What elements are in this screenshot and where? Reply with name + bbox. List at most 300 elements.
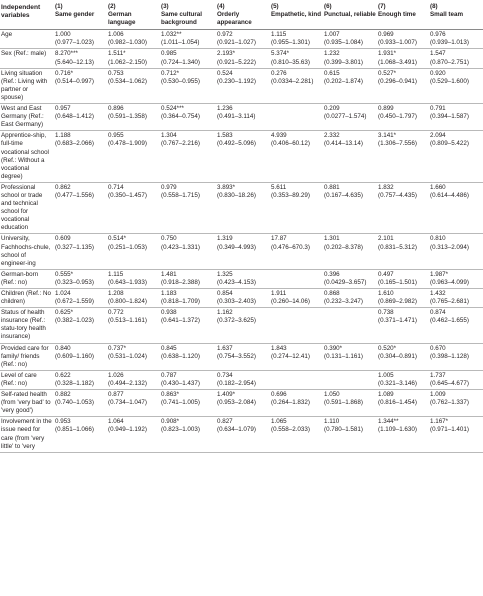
odds-ratio-value: 1.610	[378, 290, 394, 297]
table-cell	[270, 289, 323, 308]
confidence-interval: (0.818–1.709)	[161, 298, 200, 306]
table-cell	[107, 269, 160, 288]
odds-ratio-value: 5.374*	[271, 50, 290, 58]
table-row	[0, 390, 483, 417]
confidence-interval: (0.321–3.146)	[378, 379, 417, 387]
confidence-interval: (0.638–1.120)	[161, 352, 200, 360]
odds-ratio-value: 0.920	[430, 69, 446, 77]
confidence-interval: (0.921–5.222)	[217, 58, 256, 66]
confidence-interval: (0.971–1.401)	[430, 426, 469, 434]
table-cell	[54, 308, 107, 343]
confidence-interval: (0.494–2.132)	[108, 379, 147, 387]
confidence-interval: (0.478–1.909)	[108, 140, 147, 148]
column-number: (2)	[108, 3, 116, 10]
table-cell	[216, 308, 270, 343]
column-label: Empathetic, kind	[271, 11, 322, 19]
confidence-interval: (0.364–0.754)	[161, 113, 200, 121]
column-header	[54, 2, 107, 30]
confidence-interval: (0.851–1.066)	[55, 426, 94, 434]
odds-ratio-value: 0.827	[217, 418, 233, 426]
odds-ratio-value: 0.396	[324, 270, 340, 278]
confidence-interval: (0.529–1.600)	[430, 77, 469, 85]
confidence-interval: (0.303–2.403)	[217, 298, 256, 306]
table-cell	[216, 68, 270, 103]
confidence-interval: (0.0277–1.574)	[324, 113, 367, 121]
row-variable-label: German-born (Ref.: no)	[0, 269, 54, 288]
confidence-interval: (0.492–5.096)	[217, 140, 256, 148]
odds-ratio-value: 1.325	[217, 270, 233, 278]
confidence-interval: (0.810–35.63)	[271, 58, 310, 66]
odds-ratio-value: 1.547	[430, 50, 446, 58]
confidence-interval: (0.350–1.457)	[108, 191, 147, 199]
confidence-interval: (0.641–1.372)	[161, 317, 200, 325]
table-cell	[54, 289, 107, 308]
odds-ratio-value: 0.896	[108, 105, 124, 113]
odds-ratio-value: 0.908*	[161, 418, 180, 426]
table-cell	[323, 289, 377, 308]
odds-ratio-value: 0.985	[161, 50, 177, 58]
odds-ratio-value: 0.555*	[55, 270, 74, 278]
regression-table	[0, 2, 483, 453]
table-cell	[270, 131, 323, 183]
confidence-interval: (0.534–1.062)	[108, 77, 147, 85]
odds-ratio-value: 1.737	[430, 371, 446, 379]
table-cell	[54, 182, 107, 234]
confidence-interval: (0.372–3.625)	[217, 317, 256, 325]
odds-ratio-value: 0.750	[161, 235, 177, 243]
confidence-interval: (0.260–14.06)	[271, 298, 310, 306]
confidence-interval: (0.757–4.435)	[378, 191, 417, 199]
row-variable-label: Provided care for family/ friends (Ref.: no)	[0, 343, 54, 370]
table-cell	[160, 234, 216, 269]
table-cell	[216, 390, 270, 417]
odds-ratio-value: 0.976	[430, 31, 446, 39]
odds-ratio-value: 0.514*	[108, 235, 127, 243]
odds-ratio-value: 0.938	[161, 309, 177, 317]
confidence-interval: (0.394–1.587)	[430, 113, 469, 121]
confidence-interval: (0.754–3.552)	[217, 352, 256, 360]
row-variable-label: West and East Germany (Ref.: East Germany)	[0, 104, 54, 131]
table-cell	[323, 49, 377, 68]
confidence-interval: (0.831–5.312)	[378, 243, 417, 251]
odds-ratio-value: 0.953	[55, 418, 71, 426]
confidence-interval: (0.0334–2.281)	[271, 77, 314, 85]
confidence-interval: (0.935–1.084)	[324, 39, 363, 47]
table-cell	[377, 390, 429, 417]
odds-ratio-value: 2.094	[430, 132, 446, 140]
table-cell	[216, 370, 270, 389]
confidence-interval: (0.450–1.797)	[378, 113, 417, 121]
odds-ratio-value: 1.005	[378, 371, 394, 379]
odds-ratio-value: 0.810	[430, 235, 446, 243]
confidence-interval: (0.274–12.41)	[271, 352, 310, 360]
odds-ratio-value: 0.791	[430, 105, 446, 113]
odds-ratio-value: 0.390*	[324, 344, 343, 352]
confidence-interval: (0.477–1.556)	[55, 191, 94, 199]
odds-ratio-value: 0.625*	[55, 309, 74, 317]
table-cell	[107, 30, 160, 49]
table-row	[0, 289, 483, 308]
table-cell	[323, 131, 377, 183]
odds-ratio-value: 0.787	[161, 371, 177, 379]
confidence-interval: (0.167–4.635)	[324, 191, 363, 199]
confidence-interval: (0.353–89.29)	[271, 191, 310, 199]
table-cell	[323, 308, 377, 343]
row-variable-label: Sex (Ref.: male)	[0, 49, 54, 68]
odds-ratio-value: 0.854	[217, 290, 233, 297]
odds-ratio-value: 0.969	[378, 31, 394, 39]
column-label: Punctual, reliable	[324, 11, 376, 19]
table-cell	[107, 370, 160, 389]
confidence-interval: (0.591–1.868)	[324, 399, 363, 407]
table-row	[0, 269, 483, 288]
odds-ratio-value: 1.301	[324, 235, 340, 243]
odds-ratio-value: 1.232	[324, 50, 340, 58]
odds-ratio-value: 3.893*	[217, 183, 236, 191]
confidence-interval: (0.399–3.801)	[324, 58, 363, 66]
table-cell	[377, 308, 429, 343]
column-header	[377, 2, 429, 30]
column-number: (8)	[430, 3, 438, 10]
column-header	[216, 2, 270, 30]
column-header	[429, 2, 483, 30]
confidence-interval: (0.609–1.160)	[55, 352, 94, 360]
confidence-interval: (0.672–1.559)	[55, 298, 94, 306]
table-cell	[429, 370, 483, 389]
odds-ratio-value: 0.209	[324, 105, 340, 113]
row-variable-label: Age	[0, 30, 54, 49]
confidence-interval: (0.531–1.024)	[108, 352, 147, 360]
confidence-interval: (0.558–2.033)	[271, 426, 310, 434]
confidence-interval: (0.634–1.079)	[217, 426, 256, 434]
odds-ratio-value: 1.009	[430, 391, 446, 399]
table-cell	[323, 104, 377, 131]
table-cell	[216, 131, 270, 183]
confidence-interval: (0.430–1.437)	[161, 379, 200, 387]
table-cell	[160, 49, 216, 68]
table-row	[0, 104, 483, 131]
table-cell	[107, 343, 160, 370]
odds-ratio-value: 1.987*	[430, 270, 449, 278]
column-label: Enough time	[378, 11, 416, 19]
odds-ratio-value: 0.881	[324, 183, 340, 191]
confidence-interval: (0.982–1.030)	[108, 39, 147, 47]
confidence-interval: (0.530–0.955)	[161, 77, 200, 85]
header-row	[0, 2, 483, 30]
table-cell	[377, 104, 429, 131]
odds-ratio-value: 1.660	[430, 183, 446, 191]
confidence-interval: (0.939–1.013)	[430, 39, 469, 47]
row-variable-label: Involvement in the issue need for care (from 'very little' to 'very	[0, 417, 54, 452]
confidence-interval: (0.491–3.114)	[217, 113, 256, 121]
row-variable-label: Children (Ref.: No children)	[0, 289, 54, 308]
table-cell	[54, 370, 107, 389]
column-number: (6)	[324, 3, 332, 10]
confidence-interval: (0.313–2.094)	[430, 243, 469, 251]
odds-ratio-value: 1.583	[217, 132, 233, 140]
odds-ratio-value: 1.208	[108, 290, 124, 297]
table-body	[0, 30, 483, 452]
table-cell	[160, 289, 216, 308]
table-cell	[429, 234, 483, 269]
confidence-interval: (0.830–18.26)	[217, 191, 256, 199]
table-cell	[270, 390, 323, 417]
odds-ratio-value: 0.863*	[161, 391, 180, 399]
odds-ratio-value: 0.276	[271, 69, 287, 77]
table-cell	[216, 289, 270, 308]
confidence-interval: (0.296–0.941)	[378, 77, 417, 85]
confidence-interval: (0.977–1.023)	[55, 39, 94, 47]
confidence-interval: (0.264–1.832)	[271, 399, 310, 407]
odds-ratio-value: 1.481	[161, 270, 177, 278]
odds-ratio-value: 2.101	[378, 235, 394, 243]
odds-ratio-value: 1.115	[271, 31, 287, 39]
column-label: German language	[108, 11, 136, 27]
column-number: (5)	[271, 3, 279, 10]
odds-ratio-value: 1.843	[271, 344, 287, 352]
table-row	[0, 68, 483, 103]
confidence-interval: (0.648–1.412)	[55, 113, 94, 121]
table-cell	[270, 343, 323, 370]
confidence-interval: (0.131–1.161)	[324, 352, 363, 360]
table-cell	[54, 49, 107, 68]
odds-ratio-value: 1.432	[430, 290, 446, 297]
table-cell	[323, 234, 377, 269]
table-cell	[54, 390, 107, 417]
odds-ratio-value: 1.319	[217, 235, 233, 243]
table-cell	[160, 308, 216, 343]
table-cell	[107, 182, 160, 234]
table-cell	[323, 68, 377, 103]
odds-ratio-value: 1.026	[108, 371, 124, 379]
table-cell	[377, 269, 429, 288]
row-variable-label: Status of health insurance (Ref.: statu-tory health insurance)	[0, 308, 54, 343]
table-cell	[216, 182, 270, 234]
table-cell	[54, 68, 107, 103]
odds-ratio-value: 0.840	[55, 344, 71, 352]
odds-ratio-value: 1.032**	[161, 31, 182, 39]
table-cell	[323, 182, 377, 234]
confidence-interval: (0.645–4.677)	[430, 379, 469, 387]
odds-ratio-value: 1.931*	[378, 50, 397, 58]
odds-ratio-value: 1.115	[108, 270, 124, 278]
odds-ratio-value: 0.738	[378, 309, 394, 317]
odds-ratio-value: 1.006	[108, 31, 124, 39]
confidence-interval: (0.230–1.192)	[217, 77, 256, 85]
confidence-interval: (0.406–60.12)	[271, 140, 310, 148]
table-cell	[107, 68, 160, 103]
table-cell	[377, 289, 429, 308]
table-cell	[429, 269, 483, 288]
table-cell	[160, 104, 216, 131]
confidence-interval: (0.762–1.337)	[430, 399, 469, 407]
row-variable-label: Apprentice-ship, full-time vocational school (Ref.: Without a vocational degree)	[0, 131, 54, 183]
odds-ratio-value: 1.344**	[378, 418, 399, 426]
table-cell	[160, 68, 216, 103]
odds-ratio-value: 1.511*	[108, 50, 126, 58]
table-cell	[160, 30, 216, 49]
odds-ratio-value: 0.712*	[161, 69, 180, 77]
column-header	[160, 2, 216, 30]
table-cell	[429, 390, 483, 417]
table-cell	[216, 104, 270, 131]
confidence-interval: (0.780–1.581)	[324, 426, 363, 434]
odds-ratio-value: 0.609	[55, 235, 71, 243]
confidence-interval: (0.767–2.216)	[161, 140, 200, 148]
odds-ratio-value: 0.874	[430, 309, 446, 317]
odds-ratio-value: 0.520*	[378, 344, 397, 352]
table-cell	[270, 104, 323, 131]
table-cell	[429, 49, 483, 68]
table-cell	[216, 234, 270, 269]
confidence-interval: (0.327–1.135)	[55, 243, 94, 251]
table-cell	[270, 182, 323, 234]
confidence-interval: (0.643–1.933)	[108, 278, 147, 286]
confidence-interval: (1.109–1.630)	[378, 426, 417, 434]
odds-ratio-value: 1.911	[271, 290, 287, 297]
table-cell	[54, 234, 107, 269]
column-label: Small team	[430, 11, 464, 19]
table-cell	[216, 417, 270, 452]
odds-ratio-value: 0.497	[378, 270, 394, 278]
confidence-interval: (0.304–0.891)	[378, 352, 417, 360]
confidence-interval: (0.614–4.486)	[430, 191, 469, 199]
confidence-interval: (0.182–2.954)	[217, 379, 256, 387]
confidence-interval: (0.918–2.388)	[161, 278, 200, 286]
row-variable-label: Self-rated health (from 'very bad' to 'very good')	[0, 390, 54, 417]
column-number: (4)	[217, 3, 225, 10]
table-cell	[107, 234, 160, 269]
table-row	[0, 30, 483, 49]
table-cell	[429, 308, 483, 343]
odds-ratio-value: 1.024	[55, 290, 71, 297]
table-cell	[377, 49, 429, 68]
table-cell	[216, 269, 270, 288]
table-cell	[377, 417, 429, 452]
table-cell	[270, 370, 323, 389]
table-row	[0, 308, 483, 343]
table-cell	[377, 343, 429, 370]
table-cell	[377, 182, 429, 234]
confidence-interval: (0.202–8.378)	[324, 243, 363, 251]
table-cell	[323, 343, 377, 370]
confidence-interval: (0.371–1.471)	[378, 317, 417, 325]
odds-ratio-value: 1.162	[217, 309, 233, 317]
table-cell	[54, 269, 107, 288]
confidence-interval: (0.816–1.454)	[378, 399, 417, 407]
table-cell	[270, 269, 323, 288]
table-cell	[429, 30, 483, 49]
table-row	[0, 131, 483, 183]
odds-ratio-value: 0.734	[217, 371, 233, 379]
table-cell	[54, 131, 107, 183]
confidence-interval: (0.165–1.501)	[378, 278, 417, 286]
odds-ratio-value: 0.716*	[55, 69, 74, 77]
confidence-interval: (5.640–12.13)	[55, 58, 94, 66]
odds-ratio-value: 1.304	[161, 132, 177, 140]
column-number: (1)	[55, 3, 63, 10]
table-cell	[54, 30, 107, 49]
table-row	[0, 343, 483, 370]
table-cell	[107, 390, 160, 417]
confidence-interval: (0.740–1.053)	[55, 399, 94, 407]
table-cell	[107, 131, 160, 183]
odds-ratio-value: 1.089	[378, 391, 394, 399]
odds-ratio-value: 17.87	[271, 235, 287, 243]
table-cell	[429, 182, 483, 234]
confidence-interval: (0.328–1.182)	[55, 379, 94, 387]
confidence-interval: (0.423–4.153)	[217, 278, 256, 286]
confidence-interval: (1.062–2.150)	[108, 58, 147, 66]
table-cell	[270, 49, 323, 68]
table-cell	[429, 68, 483, 103]
confidence-interval: (0.323–0.953)	[55, 278, 94, 286]
table-cell	[270, 234, 323, 269]
column-header	[270, 2, 323, 30]
table-cell	[377, 30, 429, 49]
confidence-interval: (0.955–1.301)	[271, 39, 310, 47]
confidence-interval: (0.800–1.824)	[108, 298, 147, 306]
odds-ratio-value: 0.753	[108, 69, 124, 77]
column-label: Same cultural background	[161, 11, 202, 27]
odds-ratio-value: 0.979	[161, 183, 177, 191]
table-cell	[270, 417, 323, 452]
odds-ratio-value: 1.832	[378, 183, 394, 191]
confidence-interval: (0.933–1.007)	[378, 39, 417, 47]
odds-ratio-value: 0.527*	[378, 69, 397, 77]
table-row	[0, 234, 483, 269]
table-cell	[160, 131, 216, 183]
confidence-interval: (0.476–670.3)	[271, 243, 310, 251]
confidence-interval: (0.382–1.023)	[55, 317, 94, 325]
odds-ratio-value: 1.409*	[217, 391, 236, 399]
odds-ratio-value: 3.141*	[378, 132, 397, 140]
row-variable-label: Level of care (Ref.: no)	[0, 370, 54, 389]
confidence-interval: (0.591–1.358)	[108, 113, 147, 121]
odds-ratio-value: 0.955	[108, 132, 124, 140]
confidence-interval: (0.953–2.084)	[217, 399, 256, 407]
table-cell	[54, 104, 107, 131]
odds-ratio-value: 1.236	[217, 105, 233, 113]
confidence-interval: (0.869–2.982)	[378, 298, 417, 306]
confidence-interval: (0.870–2.751)	[430, 58, 469, 66]
table-header	[0, 2, 483, 30]
table-row	[0, 417, 483, 452]
confidence-interval: (0.963–4.099)	[430, 278, 469, 286]
table-cell	[160, 182, 216, 234]
table-cell	[107, 417, 160, 452]
confidence-interval: (0.414–13.14)	[324, 140, 363, 148]
table-cell	[270, 308, 323, 343]
confidence-interval: (0.921–1.027)	[217, 39, 256, 47]
row-variable-label: University, Fachhochs-chule, school of engineer-ing	[0, 234, 54, 269]
confidence-interval: (0.232–3.247)	[324, 298, 363, 306]
confidence-interval: (0.251–1.053)	[108, 243, 147, 251]
table-cell	[216, 30, 270, 49]
odds-ratio-value: 1.050	[324, 391, 340, 399]
table-cell	[429, 104, 483, 131]
odds-ratio-value: 2.332	[324, 132, 340, 140]
odds-ratio-value: 0.670	[430, 344, 446, 352]
confidence-interval: (0.741–1.005)	[161, 399, 200, 407]
odds-ratio-value: 4.939	[271, 132, 287, 140]
odds-ratio-value: 0.772	[108, 309, 124, 317]
confidence-interval: (0.398–1.128)	[430, 352, 469, 360]
table-cell	[160, 269, 216, 288]
column-label: Orderly appearance	[217, 11, 252, 27]
confidence-interval: (1.011–1.054)	[161, 39, 200, 47]
table-cell	[323, 370, 377, 389]
